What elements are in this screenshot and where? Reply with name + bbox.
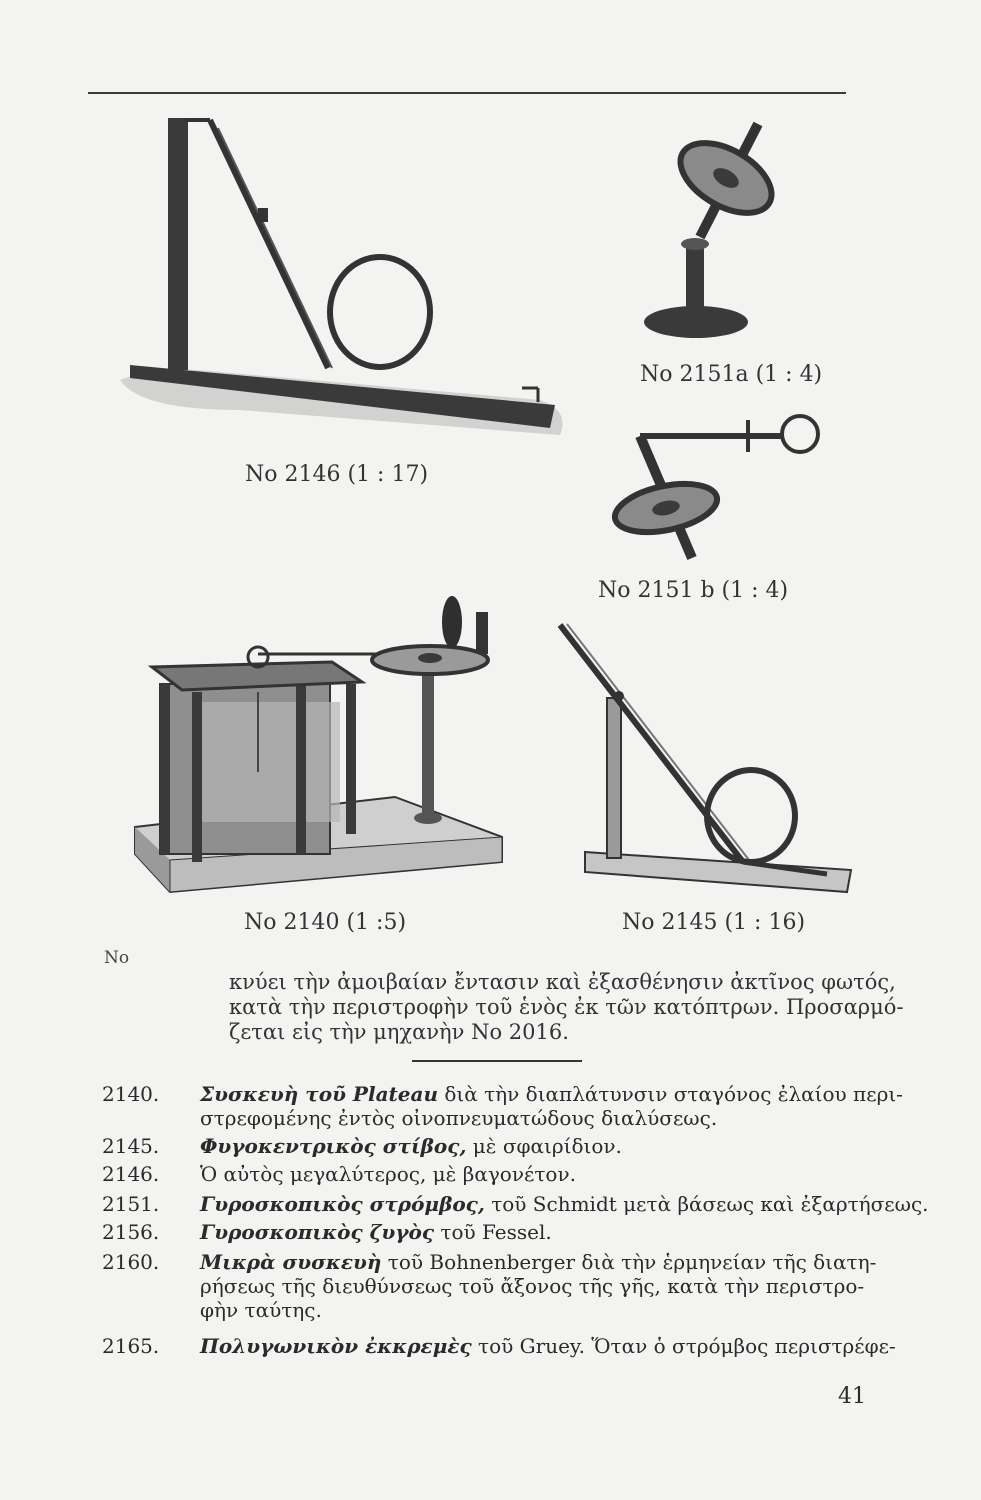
entry-number: 2151. [102,1192,160,1216]
catalog-entry-2151 [102,1192,929,1218]
entry-body [200,1334,896,1358]
catalog-entry-2156 [102,1220,862,1246]
caption-2151a: No 2151a (1 : 4) [640,362,823,387]
entry-title: Γυροσκοπικὸς ζυγὸς [200,1220,435,1244]
entry-body [200,1162,860,1186]
illustration-2146 [100,110,580,470]
caption-2140: No 2140 (1 :5) [244,910,407,935]
continuation-line-1: κνύει τὴν ἀμοιβαίαν ἔντασιν καὶ ἐξασθένησιν ἀκτῖνος φωτός, [229,970,896,994]
top-rule [88,92,846,94]
illustration-2151a [640,112,820,352]
entry-title: Συσκευὴ τοῦ Plateau [200,1082,438,1106]
entry-text: Ὁ αὐτὸς μεγαλύτερος, μὲ βαγονέτον. [200,1162,576,1186]
entry-text: τοῦ Gruey. Ὅταν ὁ στρόμβος περιστρέφε- [478,1334,896,1358]
entry-number: 2140. [102,1082,160,1106]
caption-2145: No 2145 (1 : 16) [622,910,806,935]
entry-continuation: στρεφομένης ἐντὸς οἰνοπνευματώδους διαλύσεως. [200,1106,718,1130]
entry-continuation: φὴν ταύτης. [200,1298,322,1322]
entry-body [200,1134,860,1158]
entry-number: 2156. [102,1220,160,1244]
entry-number: 2165. [102,1334,160,1358]
entry-continuation: ρήσεως τῆς διευθύνσεως τοῦ ἄξονος τῆς γῆς, κατὰ τὴν περιστρο- [200,1274,865,1298]
entry-title: Φυγοκεντρικὸς στίβος, [200,1134,467,1158]
entry-number: 2146. [102,1162,160,1186]
entry-title: Γυροσκοπικὸς στρόμβος, [200,1192,485,1216]
entry-text: διὰ τὴν διαπλάτυνσιν σταγόνος ἐλαίου περι- [444,1082,903,1106]
entry-title: Μικρὰ συσκευὴ [200,1250,382,1274]
caption-2146: No 2146 (1 : 17) [245,462,429,487]
entry-text: τοῦ Schmidt μετὰ βάσεως καὶ ἐξαρτήσεως. [491,1192,929,1216]
continuation-line-3: ζεται εἰς τὴν μηχανὴν No 2016. [229,1020,569,1044]
illustration-2140 [130,592,510,898]
continuation-line-2: κατὰ τὴν περιστροφὴν τοῦ ἑνὸς ἐκ τῶν κατόπτρων. Προσαρμό- [229,995,904,1019]
entry-text: μὲ σφαιρίδιον. [472,1134,622,1158]
page-number: 41 [838,1384,866,1409]
entry-title: Πολυγωνικὸν ἐκκρεμὲς [200,1334,472,1358]
catalog-entry-2140 [102,1082,903,1132]
section-divider [412,1060,582,1062]
entry-body [200,1220,860,1244]
entry-body [200,1082,903,1130]
entry-body [200,1192,929,1216]
illustration-2145 [555,620,855,900]
margin-label: No [104,948,130,968]
continuation-paragraph [229,970,904,1045]
catalog-entry-2146 [102,1162,862,1188]
catalog-entry-2160 [102,1250,877,1326]
entry-number: 2160. [102,1250,160,1274]
entry-number: 2145. [102,1134,160,1158]
catalog-entry-2145 [102,1134,862,1160]
entry-body [200,1250,877,1322]
caption-2151b: No 2151 b (1 : 4) [598,578,789,603]
catalog-entry-2165 [102,1334,896,1360]
entry-text: τοῦ Fessel. [440,1220,552,1244]
illustration-2151b [610,408,830,573]
entry-text: τοῦ Bohnenberger διὰ τὴν ἑρμηνείαν τῆς διατη- [387,1250,877,1274]
